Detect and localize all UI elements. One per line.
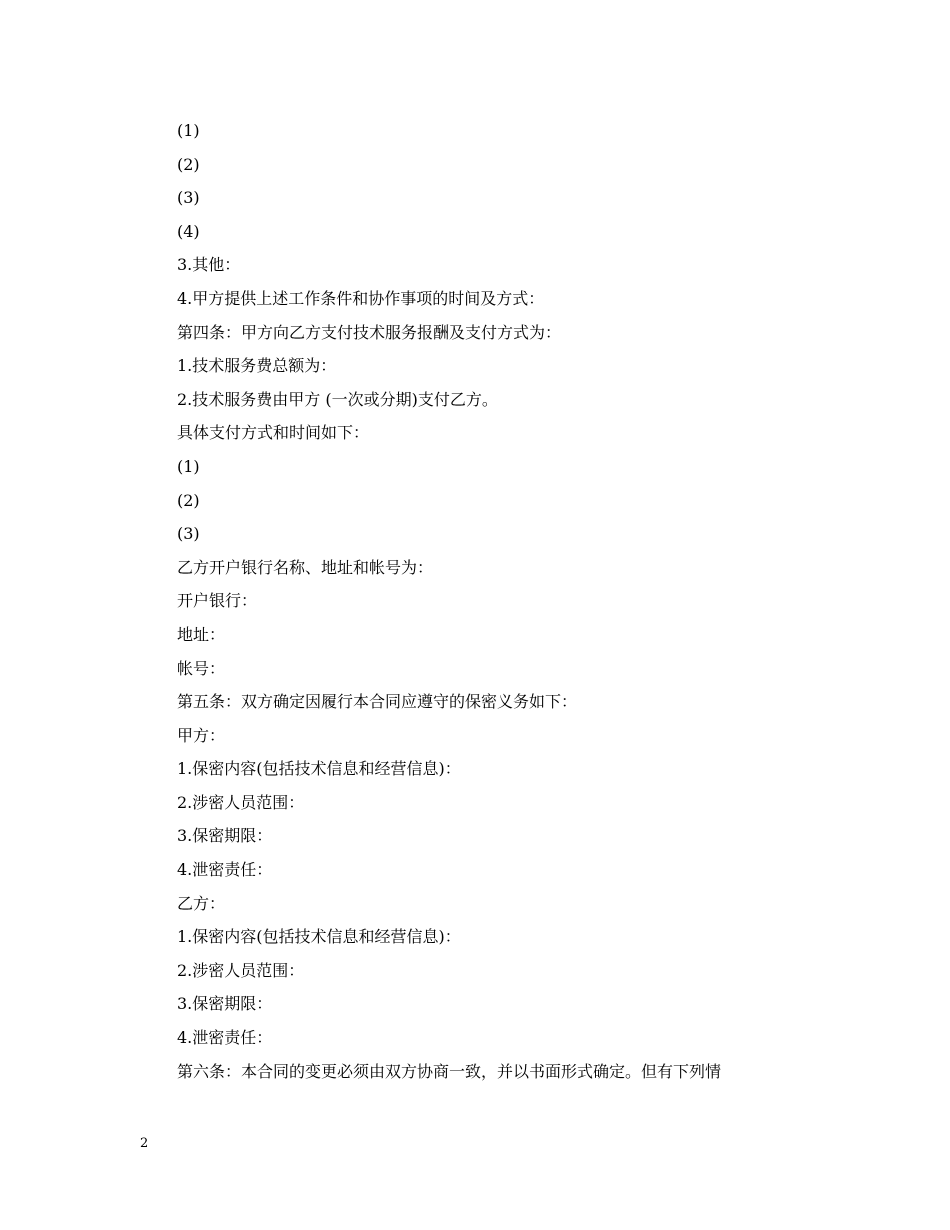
service-fee-payment-line: 2.技术服务费由甲方 (一次或分期)支付乙方。 — [177, 389, 498, 409]
bank-name-line: 开户银行： — [177, 591, 258, 611]
article-four-heading: 第四条：甲方向乙方支付技术服务报酬及支付方式为： — [177, 322, 562, 342]
party-b-personnel-scope-line: 2.涉密人员范围： — [177, 960, 305, 980]
party-b-confidentiality-term-line: 3.保密期限： — [177, 994, 273, 1014]
party-a-liability-line: 4.泄密责任： — [177, 860, 273, 880]
payment-item-2-line: (2) — [177, 490, 200, 510]
article-six-heading: 第六条：本合同的变更必须由双方协商一致，并以书面形式确定。但有下列情 — [177, 1061, 722, 1081]
item-3-line: (3) — [177, 188, 200, 208]
conditions-time-method-line: 4.甲方提供上述工作条件和协作事项的时间及方式： — [177, 288, 545, 308]
service-fee-total-line: 1.技术服务费总额为： — [177, 356, 337, 376]
payment-item-1-line: (1) — [177, 456, 200, 476]
article-five-heading: 第五条：双方确定因履行本合同应遵守的保密义务如下： — [177, 692, 578, 712]
payment-item-3-line: (3) — [177, 524, 200, 544]
item-1-line: (1) — [177, 121, 200, 140]
document-body — [177, 114, 827, 1088]
party-a-personnel-scope-line: 2.涉密人员范围： — [177, 792, 305, 812]
item-4-line: (4) — [177, 221, 200, 241]
party-b-label: 乙方： — [177, 893, 226, 913]
party-a-label: 甲方： — [177, 725, 226, 745]
payment-details-line: 具体支付方式和时间如下： — [177, 423, 370, 443]
item-2-line: (2) — [177, 154, 200, 174]
party-b-liability-line: 4.泄密责任： — [177, 1028, 273, 1048]
page-number: 2 — [140, 1136, 149, 1151]
bank-info-line: 乙方开户银行名称、地址和帐号为： — [177, 557, 434, 577]
party-b-confidential-content-line: 1.保密内容(包括技术信息和经营信息)： — [177, 927, 461, 947]
party-a-confidentiality-term-line: 3.保密期限： — [177, 826, 273, 846]
bank-account-line: 帐号： — [177, 658, 226, 678]
bank-address-line: 地址： — [177, 624, 226, 644]
other-line: 3.其他： — [177, 255, 241, 275]
party-a-confidential-content-line: 1.保密内容(包括技术信息和经营信息)： — [177, 759, 461, 779]
